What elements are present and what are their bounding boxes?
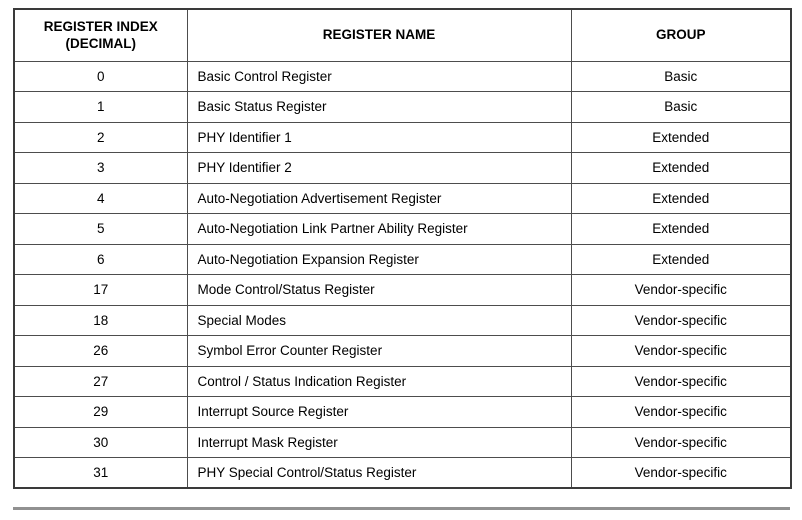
register-group-cell: Vendor-specific: [571, 275, 791, 306]
register-index-cell: 6: [14, 244, 187, 275]
register-group-cell: Extended: [571, 183, 791, 214]
register-name-cell: Control / Status Indication Register: [187, 366, 571, 397]
register-name-cell: Auto-Negotiation Expansion Register: [187, 244, 571, 275]
register-name-cell: Interrupt Source Register: [187, 397, 571, 428]
table-row: [14, 122, 791, 153]
table-row: [14, 244, 791, 275]
table-row: [14, 427, 791, 458]
register-map-table: [13, 8, 792, 489]
register-name-cell: Interrupt Mask Register: [187, 427, 571, 458]
register-index-cell: 30: [14, 427, 187, 458]
register-index-cell: 0: [14, 61, 187, 92]
table-row: [14, 153, 791, 184]
register-name-cell: PHY Identifier 2: [187, 153, 571, 184]
table-header: [14, 9, 791, 61]
register-group-cell: Basic: [571, 92, 791, 123]
register-index-cell: 17: [14, 275, 187, 306]
register-name-cell: Symbol Error Counter Register: [187, 336, 571, 367]
register-index-cell: 31: [14, 458, 187, 489]
register-group-cell: Extended: [571, 214, 791, 245]
table-row: [14, 366, 791, 397]
column-header-label: REGISTER INDEX: [43, 18, 158, 34]
table-row: [14, 61, 791, 92]
register-group-cell: Extended: [571, 153, 791, 184]
table-row: [14, 458, 791, 489]
column-header-register-index: [14, 9, 187, 61]
register-group-cell: Vendor-specific: [571, 336, 791, 367]
register-index-cell: 26: [14, 336, 187, 367]
register-name-cell: Basic Control Register: [187, 61, 571, 92]
column-header-sublabel: (DECIMAL): [65, 36, 136, 52]
register-index-cell: 2: [14, 122, 187, 153]
register-name-cell: Mode Control/Status Register: [187, 275, 571, 306]
register-group-cell: Extended: [571, 122, 791, 153]
register-group-cell: Vendor-specific: [571, 366, 791, 397]
table-body: [14, 61, 791, 488]
table-row: [14, 305, 791, 336]
register-index-cell: 27: [14, 366, 187, 397]
table-row: [14, 214, 791, 245]
table-row: [14, 92, 791, 123]
register-name-cell: Auto-Negotiation Link Partner Ability Register: [187, 214, 571, 245]
register-group-cell: Vendor-specific: [571, 458, 791, 489]
register-name-cell: Basic Status Register: [187, 92, 571, 123]
table-row: [14, 275, 791, 306]
register-index-cell: 18: [14, 305, 187, 336]
register-name-cell: PHY Identifier 1: [187, 122, 571, 153]
register-index-cell: 4: [14, 183, 187, 214]
table-row: [14, 336, 791, 367]
register-group-cell: Vendor-specific: [571, 305, 791, 336]
table-row: [14, 183, 791, 214]
register-group-cell: Vendor-specific: [571, 397, 791, 428]
bottom-horizontal-rule: [13, 507, 790, 510]
header-row: [14, 9, 791, 61]
register-group-cell: Extended: [571, 244, 791, 275]
register-group-cell: Basic: [571, 61, 791, 92]
register-group-cell: Vendor-specific: [571, 427, 791, 458]
register-index-cell: 3: [14, 153, 187, 184]
register-index-cell: 1: [14, 92, 187, 123]
register-index-cell: 5: [14, 214, 187, 245]
register-name-cell: Auto-Negotiation Advertisement Register: [187, 183, 571, 214]
table-row: [14, 397, 791, 428]
column-header-register-name: REGISTER NAME: [187, 9, 571, 61]
register-name-cell: PHY Special Control/Status Register: [187, 458, 571, 489]
register-name-cell: Special Modes: [187, 305, 571, 336]
register-index-cell: 29: [14, 397, 187, 428]
column-header-group: GROUP: [571, 9, 791, 61]
